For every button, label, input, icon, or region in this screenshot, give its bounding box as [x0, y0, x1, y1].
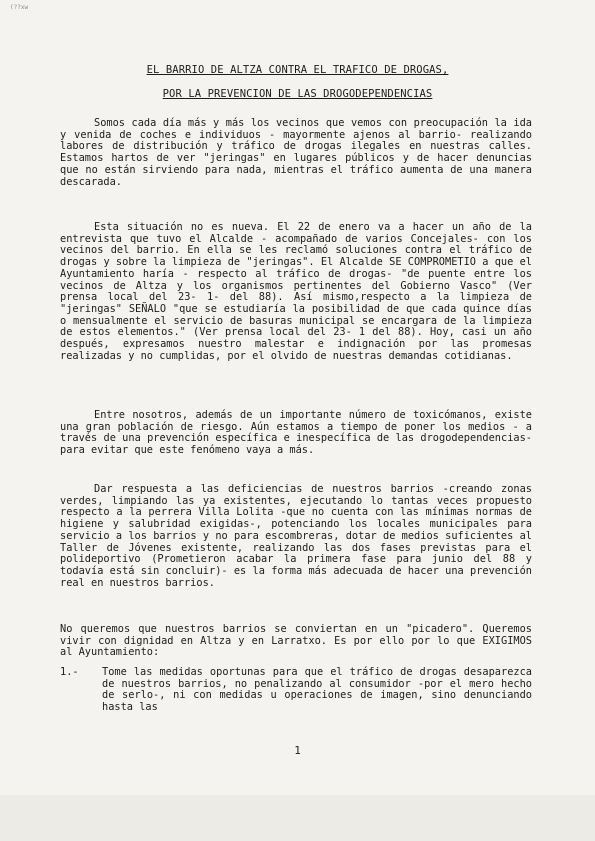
paragraph-2: Esta situación no es nueva. El 22 de enero va a hacer un año de la entrevista que tuvo el Alcalde - acompañado de varios Concejales- con los vecinos del barrio. En ella se les reclamó soluciones contra el tráfico de drogas y sobre la limpieza de "jeringas". El Alcalde SE COMPROMETIO a que el Ayuntamiento haría - respecto al tráfico de drogas- "de puente entre los vecinos de Altza y los organismos pertinentes del Gobierno Vasco" (Ver prensa local del 23- 1- del 88). Así mismo,respecto a la limpieza de "jeringas" SEÑALO "que se estudiaría la posibilidad de que cada quince días o mensualmente el servicio de basuras municipal se encargara de la limpieza de estos elementos." (Ver prensa local del 23- 1 del 88). Hoy, casi un año después, expresamos nuestro malestar e indignación por las promesas realizadas y no cumplidas, por el olvido de nuestras demandas cotidianas. [60, 221, 532, 362]
paragraph-4: Dar respuesta a las deficiencias de nuestros barrios -creando zonas verdes, limpiando las ya existentes, ejecutando lo tantas veces propuesto respecto a la perrera Villa Lolita -que no cuenta con las mínimas normas de higiene y salubridad exigidas-, potenciando los locales municipales para servicio a los barrios y no para escombreras, dotar de medios suficientes al Taller de Jóvenes existente, realizando las dos fases previstas para el polideportivo (Prometieron acabar la primera fase para junio del 88 y todavía está sin concluir)- es la forma más adecuada de hacer una prevención real en nuestros barrios. [60, 483, 532, 589]
list-item-text: Tome las medidas oportunas para que el tráfico de drogas desaparezca de nuestros barrios, no penalizando al consumidor -por el mero hecho de serlo-, ni con medidas u operaciones de imagen, sino denunciando hasta las [102, 666, 532, 714]
paragraph-5: No queremos que nuestros barrios se conviertan en un "picadero". Queremos vivir con dignidad en Altza y en Larratxo. Es por ello por lo que EXIGIMOS al Ayuntamiento: [60, 623, 532, 659]
document-title-line-1: EL BARRIO DE ALTZA CONTRA EL TRAFICO DE DROGAS, [146, 64, 449, 76]
list-item-number: 1.- [60, 666, 79, 678]
paragraph-3: Entre nosotros, además de un importante número de toxicómanos, existe una gran población de riesgo. Aún estamos a tiempo de poner los medios - a través de una prevención específica e inespecífica de las drogodependencias- para evitar que este fenómeno vaya a más. [60, 409, 532, 457]
scan-bottom-band [0, 795, 595, 841]
corner-mark: (??xw [10, 4, 29, 11]
document-title-line-2: POR LA PREVENCION DE LAS DROGODEPENDENCIAS [162, 88, 433, 100]
page-number: 1 [294, 744, 301, 757]
paragraph-1: Somos cada día más y más los vecinos que vemos con preocupación la ida y venida de coches e individuos - mayormente ajenos al barrio- realizando labores de distribución y tráfico de drogas ilegales en nuestras calles. Estamos hartos de ver "jeringas" en lugares públicos y de hacer denuncias que no están sirviendo para nada, mientras el tráfico aumenta de una manera descarada. [60, 117, 532, 188]
